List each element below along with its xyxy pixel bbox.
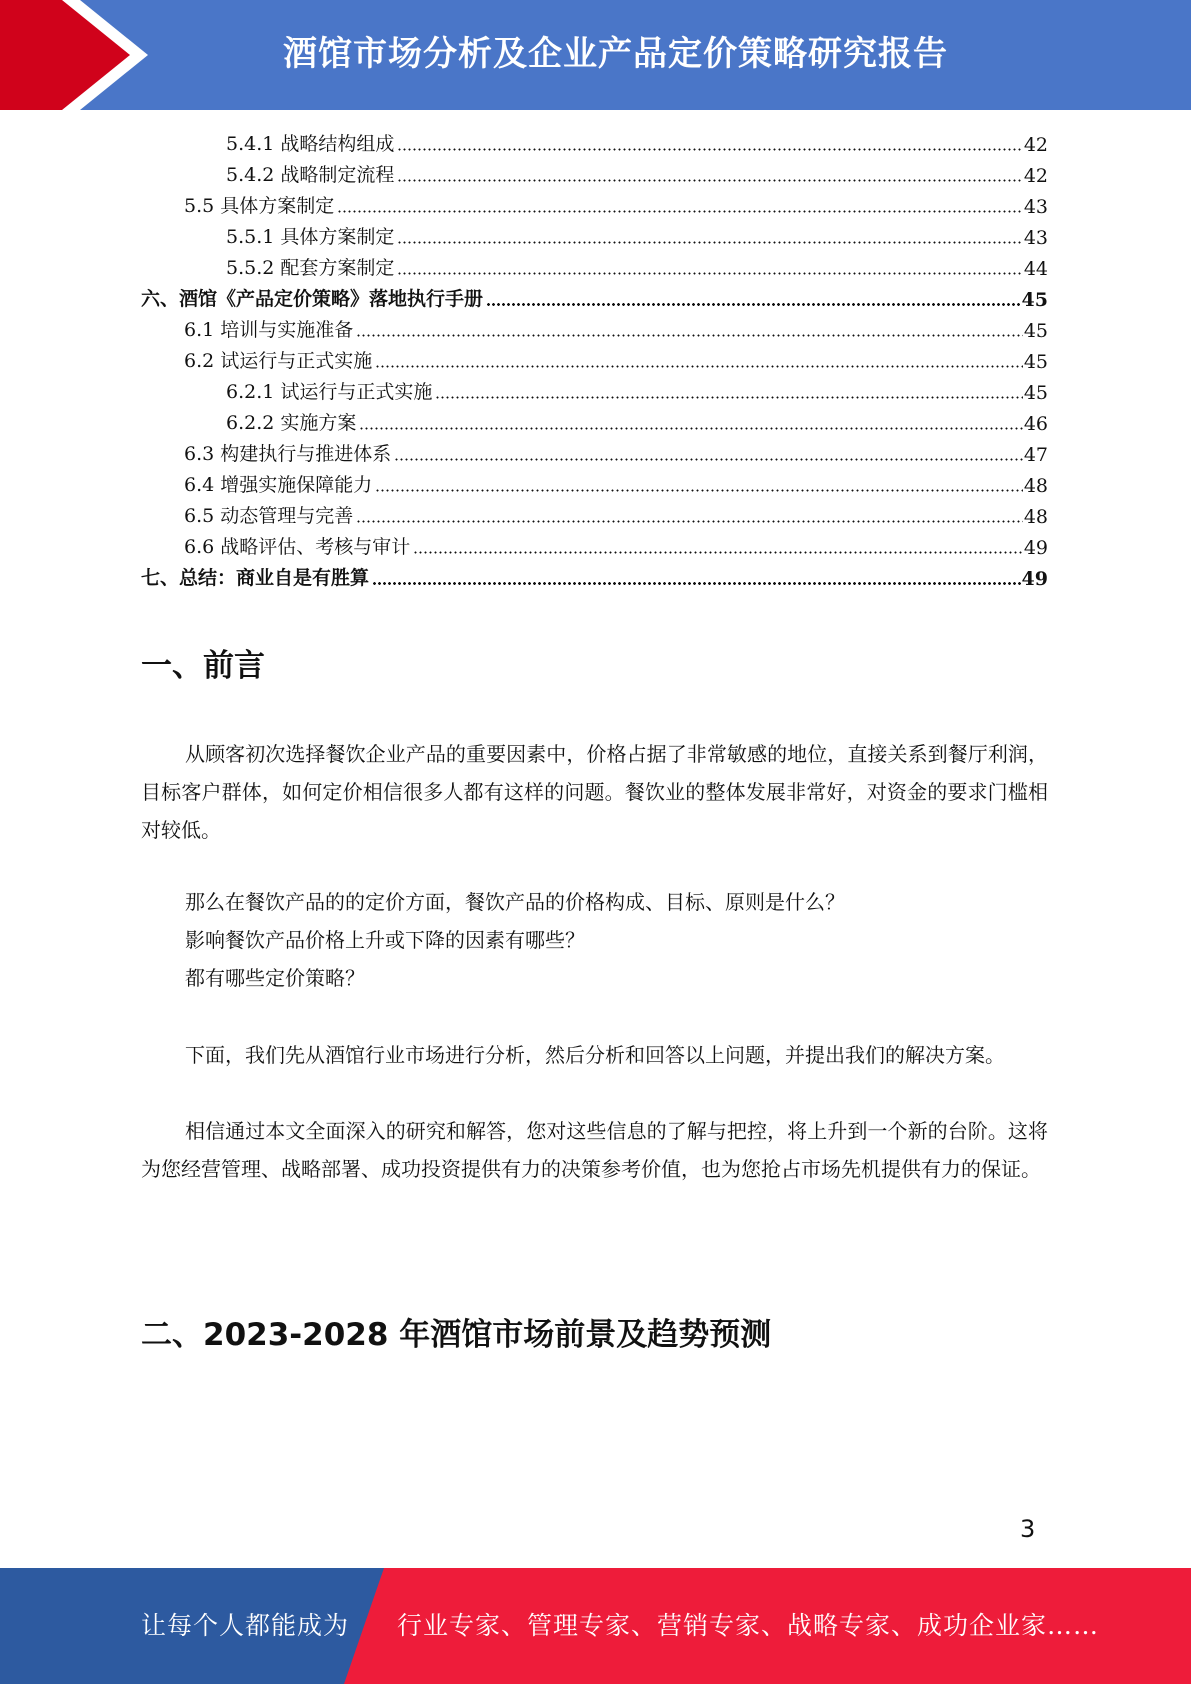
toc-entry-page: 43: [1023, 196, 1048, 218]
preface-paragraph-2: 下面，我们先从酒馆行业市场进行分析，然后分析和回答以上问题，并提出我们的解决方案。: [185, 1043, 1005, 1067]
footer-slogan-right: 行业专家、管理专家、营销专家、战略专家、成功企业家……: [397, 1611, 1100, 1640]
toc-entry-label: 6.5 动态管理与完善: [184, 505, 354, 527]
toc-entry[interactable]: [141, 376, 1048, 407]
toc-dot-leader: [356, 332, 1023, 338]
toc-entry-label: 6.6 战略评估、考核与审计: [184, 536, 411, 558]
section-heading-preface: 一、前言: [141, 648, 265, 684]
question-line-1: 那么在餐饮产品的的定价方面，餐饮产品的价格构成、目标、原则是什么？: [185, 890, 845, 914]
toc-dot-leader: [375, 363, 1023, 369]
toc-entry-label: 5.4.2 战略制定流程: [226, 164, 395, 186]
toc-entry-label: 六、酒馆《产品定价策略》落地执行手册: [141, 288, 484, 310]
toc-entry-label: 6.2.2 实施方案: [226, 412, 357, 434]
toc-entry[interactable]: [141, 159, 1048, 190]
toc-dot-leader: [486, 301, 1021, 307]
page-header: [0, 0, 1191, 110]
toc-dot-leader: [359, 425, 1022, 431]
toc-entry-label: 6.2.1 试运行与正式实施: [226, 381, 433, 403]
toc-entry[interactable]: [141, 500, 1048, 531]
toc-entry-label: 5.5.2 配套方案制定: [226, 257, 395, 279]
toc-entry-page: 45: [1023, 351, 1048, 373]
toc-entry-page: 45: [1021, 289, 1048, 311]
toc-entry[interactable]: [141, 221, 1048, 252]
toc-dot-leader: [397, 177, 1022, 183]
toc-dot-leader: [397, 146, 1022, 152]
toc-entry-page: 42: [1023, 165, 1048, 187]
toc-entry-label: 5.4.1 战略结构组成: [226, 133, 395, 155]
toc-entry-page: 48: [1023, 506, 1048, 528]
toc-entry-page: 44: [1023, 258, 1048, 280]
toc-entry[interactable]: [141, 469, 1048, 500]
toc-dot-leader: [337, 208, 1023, 214]
table-of-contents: [141, 128, 1048, 593]
toc-dot-leader: [397, 239, 1022, 245]
toc-entry-label: 七、总结：商业自是有胜算: [141, 567, 370, 589]
toc-dot-leader: [375, 487, 1023, 493]
toc-dot-leader: [435, 394, 1022, 400]
question-line-2: 影响餐饮产品价格上升或下降的因素有哪些？: [185, 928, 585, 952]
toc-entry[interactable]: [141, 531, 1048, 562]
toc-entry[interactable]: [141, 314, 1048, 345]
toc-dot-leader: [394, 456, 1023, 462]
toc-dot-leader: [397, 270, 1022, 276]
toc-entry[interactable]: [141, 252, 1048, 283]
toc-entry-label: 6.1 培训与实施准备: [184, 319, 354, 341]
footer-slogan-left: 让每个人都能成为: [141, 1611, 350, 1640]
toc-entry-page: 43: [1023, 227, 1048, 249]
toc-entry-label: 6.3 构建执行与推进体系: [184, 443, 392, 465]
toc-entry-page: 45: [1023, 382, 1048, 404]
toc-entry[interactable]: [141, 562, 1048, 593]
toc-entry[interactable]: [141, 128, 1048, 159]
toc-dot-leader: [413, 549, 1023, 555]
toc-entry-label: 5.5.1 具体方案制定: [226, 226, 395, 248]
toc-entry[interactable]: [141, 190, 1048, 221]
toc-entry-label: 5.5 具体方案制定: [184, 195, 335, 217]
toc-dot-leader: [356, 518, 1023, 524]
toc-entry-label: 6.2 试运行与正式实施: [184, 350, 373, 372]
toc-entry-page: 42: [1023, 134, 1048, 156]
toc-entry[interactable]: [141, 407, 1048, 438]
report-title: 酒馆市场分析及企业产品定价策略研究报告: [283, 34, 948, 74]
page-number: 3: [1020, 1515, 1036, 1543]
question-line-3: 都有哪些定价策略？: [185, 966, 365, 990]
page-footer: [0, 1568, 1191, 1684]
toc-entry-page: 49: [1023, 537, 1048, 559]
toc-entry-page: 47: [1023, 444, 1048, 466]
preface-paragraph-3: 相信通过本文全面深入的研究和解答，您对这些信息的了解与把控，将上升到一个新的台阶。这将为您经营管理、战略部署、成功投资提供有力的决策参考价值，也为您抢占市场先机提供有力的保证。: [141, 1119, 1048, 1181]
toc-entry[interactable]: [141, 438, 1048, 469]
toc-entry-page: 48: [1023, 475, 1048, 497]
toc-entry-page: 49: [1021, 568, 1048, 590]
toc-entry-page: 46: [1023, 413, 1048, 435]
toc-entry[interactable]: [141, 283, 1048, 314]
toc-dot-leader: [372, 580, 1021, 586]
section-heading-forecast: 二、2023-2028 年酒馆市场前景及趋势预测: [141, 1317, 772, 1353]
toc-entry-page: 45: [1023, 320, 1048, 342]
toc-entry[interactable]: [141, 345, 1048, 376]
preface-paragraph-1: 从顾客初次选择餐饮企业产品的重要因素中，价格占据了非常敏感的地位，直接关系到餐厅利润，目标客户群体，如何定价相信很多人都有这样的问题。餐饮业的整体发展非常好，对资金的要求门槛相对较低。: [141, 742, 1048, 842]
toc-entry-label: 6.4 增强实施保障能力: [184, 474, 373, 496]
